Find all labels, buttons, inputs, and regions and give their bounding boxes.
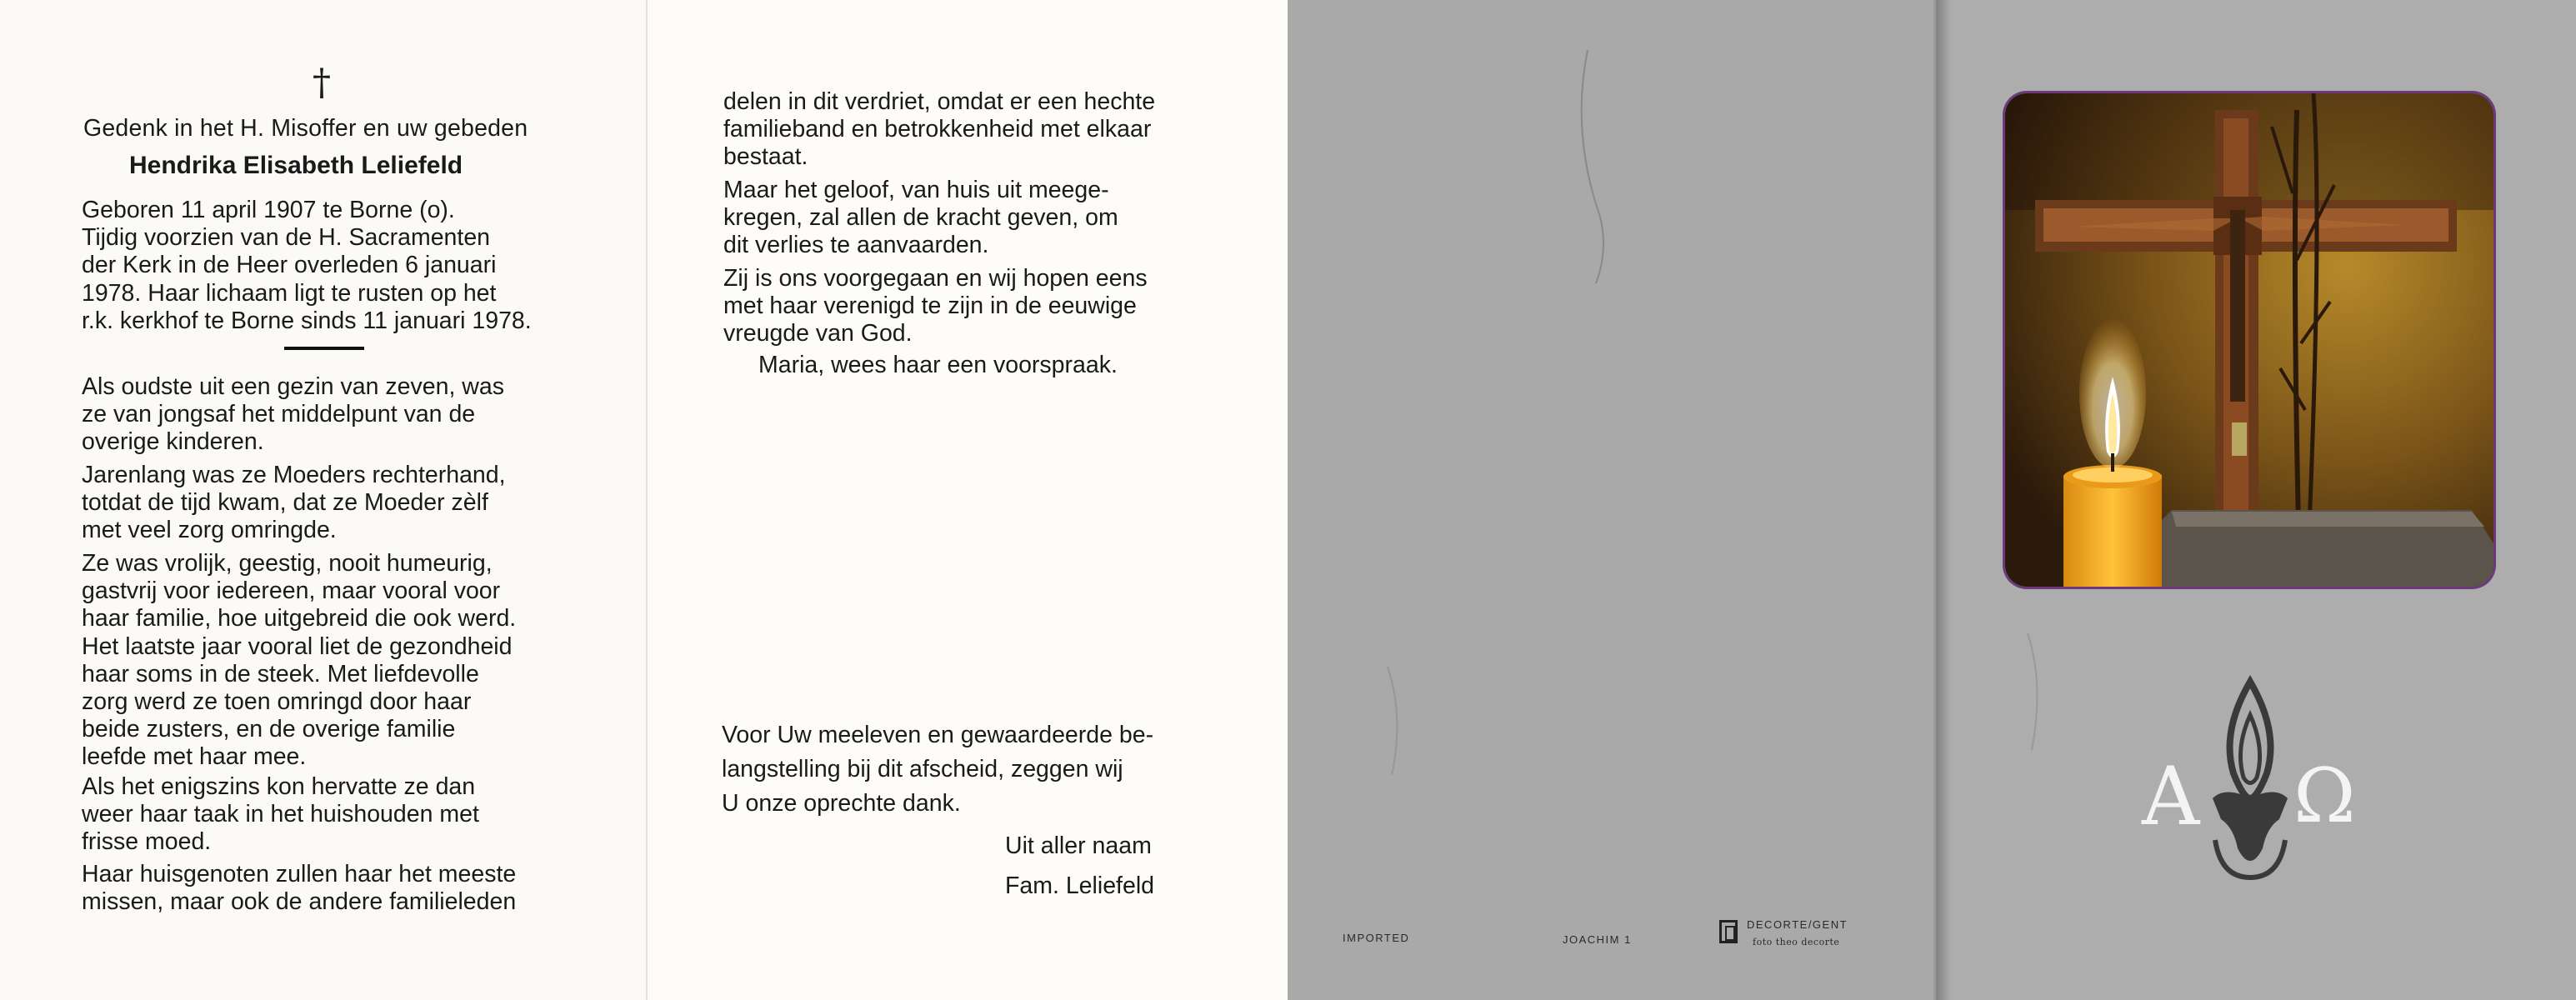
divider-rule xyxy=(284,347,364,350)
paragraph-4 xyxy=(82,773,479,857)
cross-icon: † xyxy=(313,62,331,104)
text-line: Als het enigszins kon hervatte ze dan xyxy=(82,773,476,800)
text-line: dit verlies te aanvaarden. xyxy=(723,232,989,259)
back-cover xyxy=(1288,0,1933,1000)
text-line: weer haar taak in het huishouden met xyxy=(82,801,479,828)
crucifix-candle-photo xyxy=(2005,93,2493,587)
text-line: Zij is ons voorgegaan en wij hopen eens xyxy=(723,265,1148,292)
thanks-block xyxy=(722,718,1153,821)
text-line: overige kinderen. xyxy=(82,428,264,456)
text-line: gastvrij voor iedereen, maar vooral voor xyxy=(82,578,501,605)
bio-block xyxy=(82,197,532,335)
p2-paragraph-3 xyxy=(723,265,1148,348)
signature-block xyxy=(1005,826,1154,906)
text-line: zorg werd ze toen omringd door haar xyxy=(82,688,472,715)
text-line: leefde met haar mee. xyxy=(82,743,307,771)
cover-photo xyxy=(2005,93,2493,587)
text-line: Maar het geloof, van huis uit meege- xyxy=(723,177,1109,203)
text-line: frisse moed. xyxy=(82,828,212,856)
bio-line: Geboren 11 april 1907 te Borne (o). xyxy=(82,197,455,223)
p2-paragraph-2 xyxy=(723,177,1118,260)
paragraph-3 xyxy=(82,550,516,772)
photo-credit: foto theo decorte xyxy=(1753,937,1840,948)
paragraph-2 xyxy=(82,462,506,545)
text-line: Voor Uw meeleven en gewaardeerde be- xyxy=(722,722,1154,748)
text-line: met haar verenigd te zijn in de eeuwige xyxy=(723,292,1137,320)
bio-line: r.k. kerkhof te Borne sinds 11 januari 1978. xyxy=(82,307,532,334)
publisher-label: DECORTE/GENT xyxy=(1747,918,1848,931)
text-line: Ze was vrolijk, geestig, nooit humeurig, xyxy=(82,550,493,577)
text-line: bestaat. xyxy=(723,143,808,171)
text-line: U onze oprechte dank. xyxy=(722,790,961,817)
text-line: vreugde van God. xyxy=(723,320,913,348)
text-line: totdat de tijd kwam, dat ze Moeder zèlf xyxy=(82,489,488,517)
bio-line: 1978. Haar lichaam ligt te rusten op het xyxy=(82,279,497,307)
memorial-card-page-1 xyxy=(0,0,646,1000)
text-line: kregen, zal allen de kracht geven, om xyxy=(723,204,1118,232)
text-line: Haar huisgenoten zullen haar het meeste xyxy=(82,861,517,888)
paragraph-5 xyxy=(82,861,516,916)
alpha-letter: A xyxy=(2142,750,2200,843)
signature-line: Fam. Leliefeld xyxy=(1005,872,1155,899)
paper-texture xyxy=(1288,0,1933,1000)
text-line: haar soms in de steek. Met liefdevolle xyxy=(82,660,479,688)
text-line: Het laatste jaar vooral liet de gezondheid xyxy=(82,632,513,660)
prayer-line xyxy=(758,352,1118,379)
bio-line: der Kerk in de Heer overleden 6 januari xyxy=(82,252,497,279)
alpha-omega-emblem xyxy=(2142,673,2358,882)
text-line: ze van jongsaf het middelpunt van de xyxy=(82,401,476,428)
bio-line: Tijdig voorzien van de H. Sacramenten xyxy=(82,224,491,252)
text-line: langstelling bij dit afscheid, zeggen wij xyxy=(722,756,1123,782)
deceased-name: Hendrika Elisabeth Leliefeld xyxy=(129,152,463,179)
text-line: delen in dit verdriet, omdat er een hechte xyxy=(723,88,1156,115)
intro-line: Gedenk in het H. Misoffer en uw gebeden xyxy=(83,115,528,142)
model-label: JOACHIM 1 xyxy=(1563,933,1632,946)
signature-line: Uit aller naam xyxy=(1005,832,1152,859)
text-line: missen, maar ook de andere familieleden xyxy=(82,888,517,916)
publisher-logo-icon xyxy=(1719,920,1738,943)
omega-letter: Ω xyxy=(2293,752,2356,840)
text-line: Jarenlang was ze Moeders rechterhand, xyxy=(82,462,506,488)
paragraph-1 xyxy=(82,373,504,457)
text-line: familieband en betrokkenheid met elkaar xyxy=(723,116,1152,143)
p2-paragraph-1 xyxy=(723,88,1155,172)
text-line: haar familie, hoe uitgebreid die ook werd. xyxy=(82,605,517,632)
text-line: beide zusters, en de overige familie xyxy=(82,716,456,743)
imported-label: IMPORTED xyxy=(1343,932,1410,944)
text-line: Als oudste uit een gezin van zeven, was xyxy=(82,373,504,400)
prayer-text: Maria, wees haar een voorspraak. xyxy=(758,352,1118,378)
text-line: met veel zorg omringde. xyxy=(82,517,337,544)
